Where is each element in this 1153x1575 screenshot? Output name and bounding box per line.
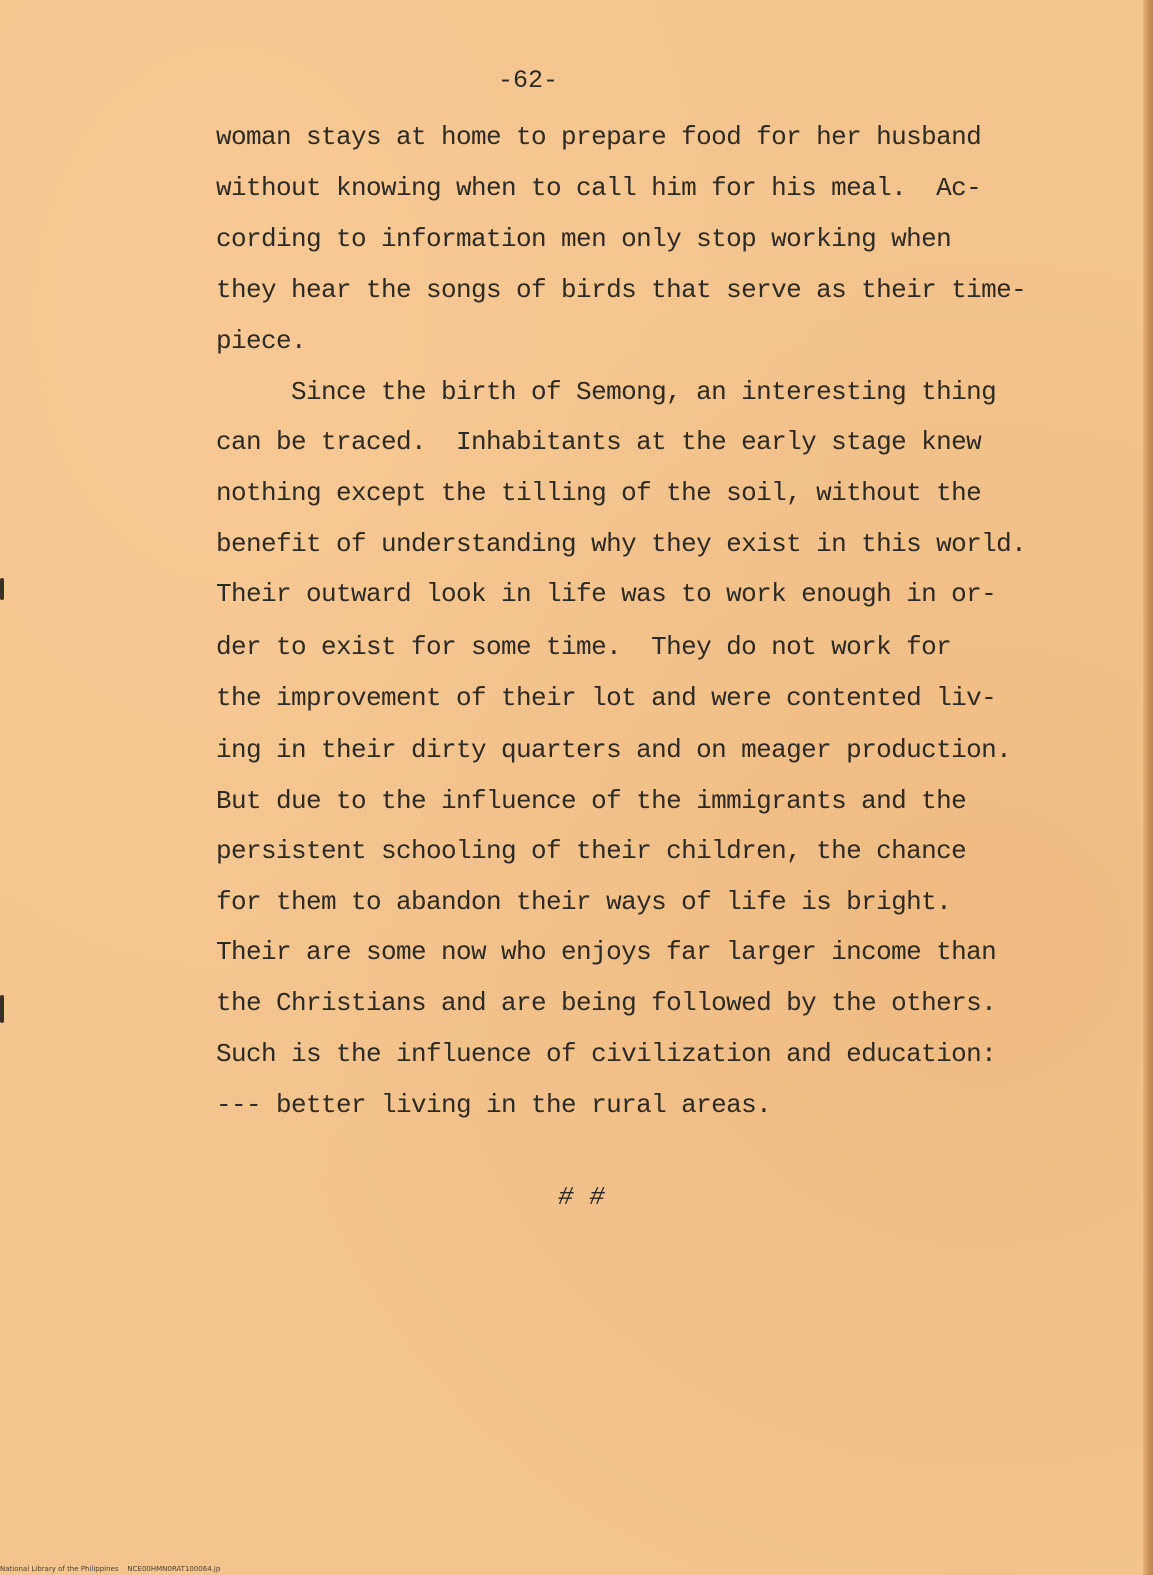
text-line: without knowing when to call him for his meal. Ac- [216,173,982,203]
text-line: Their are some now who enjoys far larger income than [216,937,997,967]
text-line: cording to information men only stop working when [216,224,952,254]
text-line: they hear the songs of birds that serve as their time- [216,275,1027,305]
text-line: ing in their dirty quarters and on meager production. [216,735,1012,765]
text-line: the Christians and are being followed by the others. [216,988,997,1018]
text-line: can be traced. Inhabitants at the early stage knew [216,427,982,457]
margin-mark [0,578,4,600]
text-line: woman stays at home to prepare food for her husband [216,122,982,152]
text-line: nothing except the tilling of the soil, without the [216,478,982,508]
text-line: Their outward look in life was to work enough in or- [216,579,997,609]
text-line: der to exist for some time. They do not work for [216,632,952,662]
archive-footer: National Library of the Philippines NCE00HMN0RAT100064.jp [0,1565,221,1573]
text-line: for them to abandon their ways of life is bright. [216,887,952,917]
text-line: Such is the influence of civilization and education: [216,1039,997,1069]
text-line: --- better living in the rural areas. [216,1090,772,1120]
text-line: the improvement of their lot and were contented liv- [216,683,997,713]
page-edge [1143,0,1153,1575]
page-number: -62- [498,66,559,95]
section-separator: # # [558,1182,605,1212]
margin-mark [0,995,4,1023]
text-line: piece. [216,326,307,356]
text-line: Since the birth of Semong, an interesting thing [216,377,997,407]
text-line: But due to the influence of the immigrants and the [216,786,967,816]
text-line: persistent schooling of their children, the chance [216,836,967,866]
text-line: benefit of understanding why they exist in this world. [216,529,1027,559]
